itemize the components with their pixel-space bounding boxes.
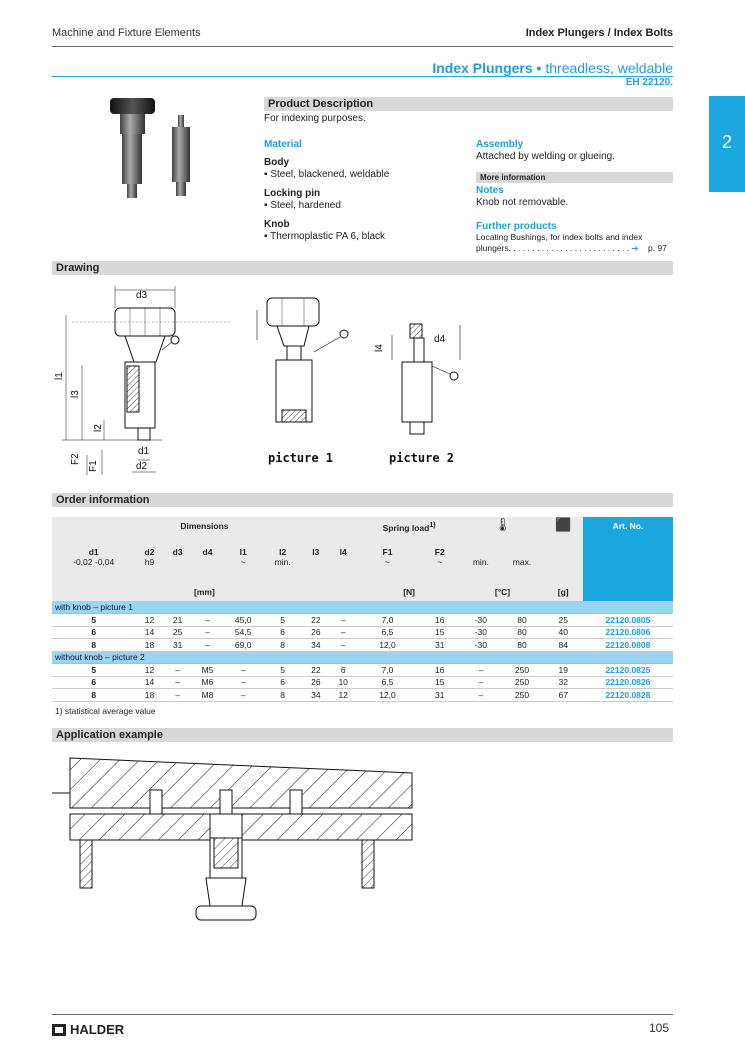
table-cell: 10 <box>330 676 357 689</box>
table-cell: 6 <box>52 626 135 639</box>
table-cell: 6 <box>330 664 357 677</box>
table-cell: 26 <box>302 676 329 689</box>
table-cell: 19 <box>544 664 583 677</box>
table-cell: 45,0 <box>223 614 263 627</box>
table-cell: 250 <box>500 676 543 689</box>
art-number-link[interactable]: 22120.0826 <box>583 676 673 689</box>
label-d4: d4 <box>434 334 446 345</box>
col-l3: l3 <box>302 539 329 587</box>
table-cell: – <box>461 689 500 702</box>
table-cell: 25 <box>544 614 583 627</box>
notes-heading: Notes <box>476 185 504 196</box>
art-number-link[interactable]: 22120.0828 <box>583 689 673 702</box>
art-number-link[interactable]: 22120.0805 <box>583 614 673 627</box>
drawing-picture-2 <box>392 324 460 434</box>
table-cell: 12,0 <box>357 689 418 702</box>
table-row <box>52 676 673 689</box>
table-cell: 6,5 <box>357 676 418 689</box>
table-cell: – <box>164 689 192 702</box>
label-l3: l3 <box>70 390 81 398</box>
label-d1: d1 <box>138 446 150 457</box>
table-cell: -30 <box>461 639 500 652</box>
knob-value: ▪ Thermoplastic PA 6, black <box>264 231 386 242</box>
table-cell: – <box>223 664 263 677</box>
table-cell: 18 <box>135 689 163 702</box>
art-number-link[interactable]: 22120.0806 <box>583 626 673 639</box>
table-cell: – <box>223 676 263 689</box>
page-reference[interactable]: p. 97 <box>648 243 667 253</box>
col-l2: l2 min. <box>263 539 302 587</box>
table-cell: 12,0 <box>357 639 418 652</box>
footnote: 1) statistical average value <box>55 706 156 716</box>
table-cell: 40 <box>544 626 583 639</box>
col-l4: l4 <box>330 539 357 587</box>
table-cell: 67 <box>544 689 583 702</box>
col-d1: d1 -0,02 -0,04 <box>52 539 135 587</box>
knob-label: Knob <box>264 219 290 230</box>
material-heading: Material <box>264 139 302 150</box>
picture-1-label: picture 1 <box>268 451 334 465</box>
table-cell: 14 <box>135 626 163 639</box>
table-cell: 32 <box>544 676 583 689</box>
table-cell: – <box>192 626 224 639</box>
col-d2: d2 h9 <box>135 539 163 587</box>
table-cell: M8 <box>192 689 224 702</box>
label-l1: l1 <box>54 372 65 380</box>
further-products-text: Locating Bushings, for index bolts and index plungers. . . . . . . . . . . . . . . . . . . . . . . . . . ➔ p. 97 <box>476 232 667 253</box>
arrow-right-icon[interactable]: ➔ <box>631 243 639 253</box>
table-cell: 16 <box>418 614 461 627</box>
spring-load-header: Spring load$^{1)}$ <box>357 517 461 539</box>
col-d3: d3 <box>164 539 192 587</box>
order-information-heading: Order information <box>52 493 673 507</box>
table-cell: – <box>461 664 500 677</box>
pin-value: ▪ Steel, hardened <box>264 200 341 211</box>
table-cell: 6 <box>263 626 302 639</box>
body-value: ▪ Steel, blackened, weldable <box>264 169 390 180</box>
col-d4: d4 <box>192 539 224 587</box>
thermometer-icon: 🌡 <box>461 517 543 539</box>
table-cell: – <box>164 664 192 677</box>
unit-mm: [mm] <box>52 587 357 601</box>
table-cell: 8 <box>263 639 302 652</box>
table-cell: 250 <box>500 689 543 702</box>
label-l4: l4 <box>374 344 385 352</box>
table-cell: – <box>461 676 500 689</box>
picture-2-label: picture 2 <box>389 451 455 465</box>
table-cell: – <box>330 614 357 627</box>
col-F2: F2 ~ <box>418 539 461 587</box>
col-max: max. <box>500 539 543 587</box>
body-label: Body <box>264 157 289 168</box>
label-d3: d3 <box>136 290 148 301</box>
table-cell: 8 <box>263 689 302 702</box>
col-min: min. <box>461 539 500 587</box>
table-cell: 34 <box>302 639 329 652</box>
technical-drawing <box>52 280 492 480</box>
table-cell: 7,0 <box>357 614 418 627</box>
table-cell: – <box>192 639 224 652</box>
table-cell: 26 <box>302 626 329 639</box>
table-row <box>52 664 673 677</box>
label-F2: F2 <box>70 453 81 465</box>
table-cell: 15 <box>418 626 461 639</box>
art-number-link[interactable]: 22120.0808 <box>583 639 673 652</box>
header-section: Index Plungers / Index Bolts <box>525 27 673 39</box>
table-cell: 54,5 <box>223 626 263 639</box>
table-cell: 80 <box>500 626 543 639</box>
notes-text: Knob not removable. <box>476 197 569 208</box>
chapter-tab[interactable]: 2 <box>709 96 745 192</box>
table-cell: 69,0 <box>223 639 263 652</box>
page-number: 105 <box>648 1021 669 1035</box>
table-cell: 34 <box>302 689 329 702</box>
table-cell: – <box>192 614 224 627</box>
unit-c: [°C] <box>461 587 543 601</box>
label-F1: F1 <box>88 460 99 472</box>
table-cell: 8 <box>52 689 135 702</box>
table-cell: 6 <box>52 676 135 689</box>
assembly-text: Attached by welding or glueing. <box>476 151 615 162</box>
table-cell: -30 <box>461 614 500 627</box>
table-cell: – <box>330 639 357 652</box>
table-cell: 84 <box>544 639 583 652</box>
unit-g: [g] <box>544 587 583 601</box>
table-row <box>52 639 673 652</box>
drawing-picture-1 <box>257 298 348 422</box>
unit-n: [N] <box>357 587 461 601</box>
product-photo <box>100 93 210 208</box>
table-cell: 80 <box>500 614 543 627</box>
order-table <box>52 517 673 702</box>
footer-divider <box>52 1014 673 1015</box>
table-cell: 16 <box>418 664 461 677</box>
assembly-heading: Assembly <box>476 139 524 150</box>
page-title: Index Plungers • threadless, weldable <box>432 60 673 76</box>
application-example-drawing <box>52 748 432 928</box>
weight-icon: ⬛ <box>544 517 583 539</box>
table-cell: 5 <box>263 614 302 627</box>
table-cell: 80 <box>500 639 543 652</box>
table-cell: – <box>164 676 192 689</box>
label-d2: d2 <box>136 461 148 472</box>
col-F1: F1 ~ <box>357 539 418 587</box>
table-cell: 14 <box>135 676 163 689</box>
label-l2: l2 <box>93 424 104 432</box>
title-divider <box>52 76 673 77</box>
table-cell: 5 <box>263 664 302 677</box>
table-cell: 250 <box>500 664 543 677</box>
header-category: Machine and Fixture Elements <box>52 27 201 39</box>
art-no-header: Art. No. <box>583 517 673 601</box>
drawing-heading: Drawing <box>52 261 673 275</box>
table-cell: 25 <box>164 626 192 639</box>
table-cell: 5 <box>52 614 135 627</box>
art-number-link[interactable]: 22120.0825 <box>583 664 673 677</box>
more-information-bar: More information <box>476 172 673 183</box>
further-products-heading: Further products <box>476 221 557 232</box>
table-row <box>52 689 673 702</box>
table-cell: 6 <box>263 676 302 689</box>
table-row <box>52 626 673 639</box>
table-cell: – <box>330 626 357 639</box>
table-cell: M5 <box>192 664 224 677</box>
col-weight <box>544 539 583 587</box>
pin-label: Locking pin <box>264 188 321 199</box>
table-cell: 21 <box>164 614 192 627</box>
table-cell: 12 <box>330 689 357 702</box>
description-text: For indexing purposes. <box>264 113 366 124</box>
table-cell: 31 <box>418 689 461 702</box>
table-cell: 22 <box>302 664 329 677</box>
table-cell: -30 <box>461 626 500 639</box>
table-cell: 12 <box>135 664 163 677</box>
table-cell: 6,5 <box>357 626 418 639</box>
group-with-knob: with knob – picture 1 <box>52 601 673 614</box>
group-without-knob: without knob – picture 2 <box>52 651 673 664</box>
table-cell: 31 <box>164 639 192 652</box>
table-cell: 7,0 <box>357 664 418 677</box>
table-row <box>52 614 673 627</box>
application-example-heading: Application example <box>52 728 673 742</box>
product-code: EH 22120. <box>625 77 673 88</box>
table-cell: – <box>223 689 263 702</box>
table-cell: 18 <box>135 639 163 652</box>
table-cell: 12 <box>135 614 163 627</box>
table-cell: M6 <box>192 676 224 689</box>
table-cell: 5 <box>52 664 135 677</box>
product-description-heading: Product Description <box>264 97 673 111</box>
header-divider <box>52 46 673 47</box>
table-cell: 31 <box>418 639 461 652</box>
halder-logo: HALDER <box>52 1022 124 1037</box>
table-cell: 22 <box>302 614 329 627</box>
dimensions-header: Dimensions <box>52 517 357 539</box>
table-cell: 15 <box>418 676 461 689</box>
col-l1: l1 ~ <box>223 539 263 587</box>
table-cell: 8 <box>52 639 135 652</box>
